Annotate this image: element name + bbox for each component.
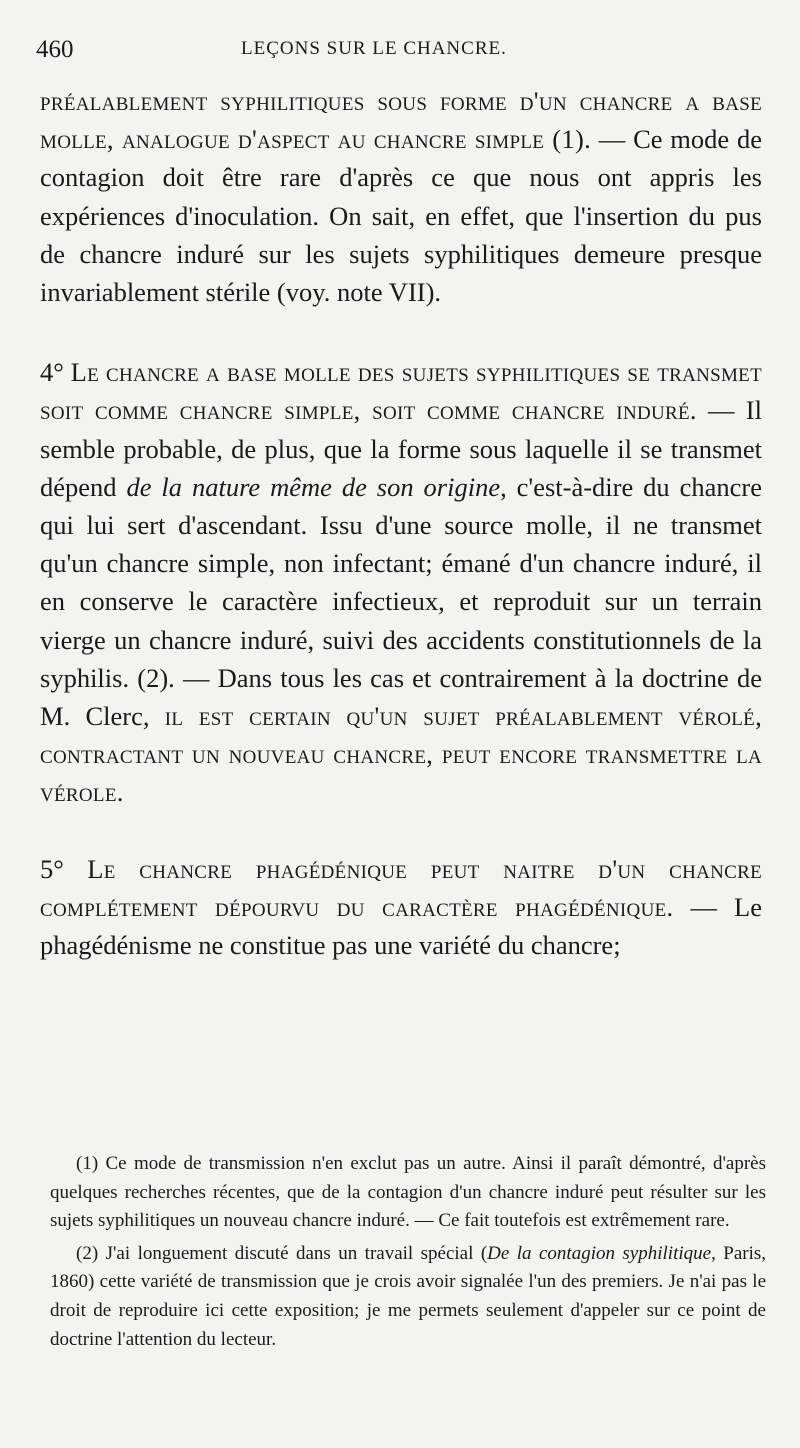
footnote-1-text: (1) Ce mode de transmission n'en exclut pas un autre. Ainsi il paraît démontré, d'après quelques recherches récentes, que de la contagion d'un chancre induré peut résulter sur les sujets syphilitiques un nouveau chancre induré. — Ce fait toutefois est extrêmement rare. xyxy=(50,1153,766,1232)
paragraph-3-text: — Le phagédénisme ne constitue pas une variété du chancre; xyxy=(40,891,762,961)
paragraph-3 xyxy=(40,850,762,965)
footnotes xyxy=(50,1150,766,1358)
paragraph-2-text-1: — Il semble probable, de plus, que la forme sous laquelle il se transmet dépend xyxy=(40,395,762,502)
paragraph-2-number: 4° xyxy=(40,357,71,388)
page-header xyxy=(36,36,760,68)
paragraph-3-heading: Le chancre phagédénique peut naitre d'un chancre complétement dépourvu du caractère phagédénique. xyxy=(40,853,762,922)
paragraph-1-text: — Ce mode de contagion doit être rare d'après ce que nous ont appris les expériences d'inoculation. On sait, en effet, que l'insertion du pus de chancre induré sur les sujets syphilitiques demeure presque invariablement stérile (voy. note VII). xyxy=(40,124,762,308)
footnote-2-text-b: , Paris, 1860) cette variété de transmission que je crois avoir signalée l'un des premiers. Je n'ai pas le droit de reproduire ici cette exposition; je me permets seulement d'appeler sur ce point de doctrine l'attention du lecteur. xyxy=(50,1242,767,1350)
paragraph-2-italic: de la nature même de son origine xyxy=(126,471,501,502)
footnote-2 xyxy=(50,1240,766,1354)
page-number: 460 xyxy=(36,36,74,63)
running-head: LEÇONS SUR LE CHANCRE. xyxy=(241,38,507,59)
paragraph-1-small-caps: préalablement syphilitiques sous forme d'un chancre a base molle, analogue d'aspect au chancre simple (1). xyxy=(40,86,762,155)
paragraph-2-heading: Le chancre a base molle des sujets syphilitiques se transmet soit comme chancre simple, soit comme chancre induré. xyxy=(40,357,762,426)
footnote-1 xyxy=(50,1150,766,1236)
paragraph-2-text-2: , c'est-à-dire du chancre qui lui sert d'ascendant. Issu d'une source molle, il ne transmet qu'un chancre simple, non infectant; émané d'un chancre induré, il en conserve le caractère infectieux, et reproduit sur un terrain vierge un chancre induré, suivi des accidents constitutionnels de la syphilis. (2). — Dans tous les cas et contrairement à la doctrine de M. Clerc, xyxy=(40,471,762,732)
paragraph-3-number: 5° xyxy=(40,853,88,884)
footnote-2-text-a: (2) J'ai longuement discuté dans un travail spécial ( xyxy=(76,1242,488,1264)
paragraph-1 xyxy=(40,82,762,311)
paragraph-2-small-caps-conclusion: il est certain qu'un sujet préalablement vérolé, contractant un nouveau chancre, peut encore transmettre la vérole. xyxy=(40,701,762,808)
body-text xyxy=(40,82,762,964)
paragraph-2 xyxy=(40,353,762,811)
footnote-2-italic-title: De la contagion syphilitique xyxy=(487,1242,712,1264)
